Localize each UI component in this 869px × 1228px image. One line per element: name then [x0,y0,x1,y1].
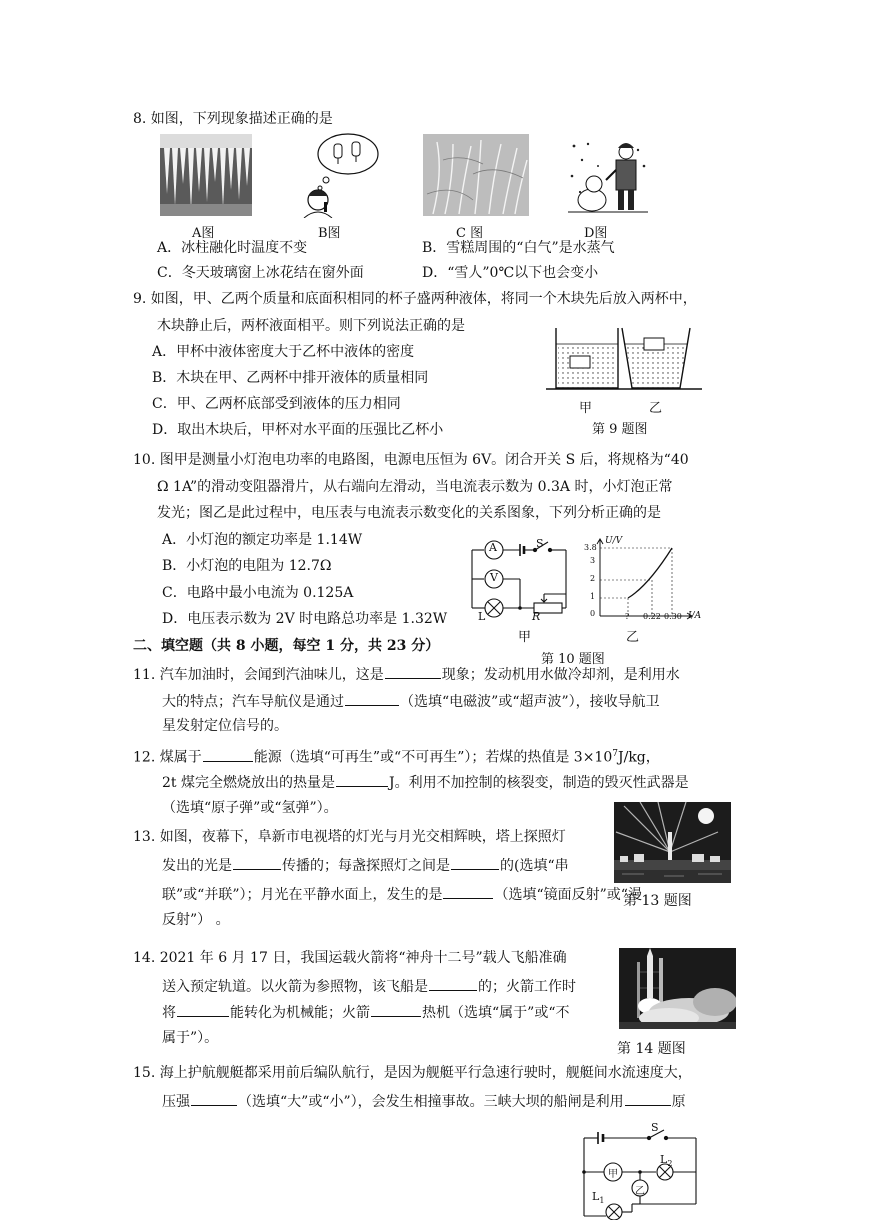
q9-option-a: A．甲杯中液体密度大于乙杯中液体的密度 [152,344,415,360]
q16-meter-yi-label: 乙 [635,1186,645,1197]
q10-ammeter-label: A [489,541,497,554]
q10-stem-line3: 发光；图乙是此过程中，电压表与电流表示数变化的关系图象，下列分析正确的是 [157,505,661,521]
q8-figure-c-frost-flowers [423,134,529,216]
q10-graph-xtick: 0.22 [643,612,661,621]
q9-option-b: B．木块在甲、乙两杯中排开液体的质量相同 [152,370,429,386]
q8-figure-a-icicles [160,134,252,216]
q10-option-d: D．电压表示数为 2V 时电路总功率是 1.32W [162,611,448,627]
q10-graph-caption: 乙 [626,630,640,645]
q8-figure-d-snowman [568,136,648,216]
q11-line2: 大的特点；汽车导航仪是通过 （选填“电磁波”或“超声波”），接收导航卫 [162,691,660,711]
q14-blank-1[interactable] [429,976,477,991]
q10-circuit-caption: 甲 [518,630,532,645]
q13-blank-2[interactable] [451,855,499,870]
q9-label-yi: 乙 [649,401,663,416]
q10-option-b: B．小灯泡的电阻为 12.7Ω [162,558,332,574]
q15-blank-1[interactable] [191,1091,237,1106]
q11-line1: 11. 汽车加油时，会闻到汽油味儿，这是 现象；发动机用水做冷却剂，是利用水 [133,664,680,684]
q10-graph-ytick: 3 [590,556,596,565]
q13-line3: 联”或“并联”）；月光在平静水面上，发生的是 （选填“镜面反射”或“漫 [162,884,642,904]
q16-circuit-diagram [578,1126,702,1220]
q16-switch-label: S [651,1121,659,1134]
q11-blank-2[interactable] [345,691,399,706]
q8-stem: 8. 如图，下列现象描述正确的是 [133,111,333,127]
q13-blank-3[interactable] [443,884,493,899]
q14-blank-3[interactable] [371,1002,421,1017]
q8-option-a: A．冰柱融化时温度不变 [157,240,308,256]
q9-label-jia: 甲 [579,401,593,416]
q14-blank-2[interactable] [177,1002,229,1017]
q8-caption-d: D图 [584,226,608,241]
q10-rheostat-label: R [532,610,541,623]
q15-blank-2[interactable] [625,1091,671,1106]
q12-line2: 2t 煤完全燃烧放出的热量是 J。利用不加控制的核裂变，制造的毁灭性武器是 [162,772,689,792]
q10-graph-ytick: 0 [590,609,596,618]
q8-option-c: C．冬天玻璃窗上冰花结在窗外面 [157,265,364,281]
q14-line3: 将 能转化为机械能；火箭 热机（选填“属于”或“不 [162,1002,569,1022]
q15-line2: 压强 （选填“大”或“小”），会发生相撞事故。三峡大坝的船闸是利用 原 [162,1091,686,1111]
q8-figure-b-boy-popsicle [296,132,380,218]
q10-stem-line2: Ω 1A”的滑动变阻器滑片，从右端向左滑动，当电流表示数为 0.3A 时，小灯泡正常 [157,479,673,495]
q12-line1: 12. 煤属于 能源（选填“可再生”或“不可再生”）；若煤的热值是 $3\times 10^7J/kg$， [133,745,660,767]
q8-caption-b: B图 [318,226,341,241]
q14-figure-caption: 第 14 题图 [617,1041,686,1057]
q10-graph-xlabel: I/A [688,611,702,621]
q9-stem-line2: 木块静止后，两杯液面相平。则下列说法正确的是 [157,318,465,334]
q10-lamp-label: L [478,610,486,623]
q9-stem-line1: 9. 如图，甲、乙两个质量和底面积相同的杯子盛两种液体，将同一个木块先后放入两杯中， [133,291,697,307]
q8-caption-c: C 图 [456,226,484,241]
q16-lamp1-label: $L_1$ [592,1190,605,1206]
q10-graph-ylabel: U/V [605,536,623,546]
q11-line3: 星发射定位信号的。 [162,718,288,734]
q9-option-c: C．甲、乙两杯底部受到液体的压力相同 [152,396,401,412]
q8-option-b: B．雪糕周围的“白气”是水蒸气 [422,240,615,256]
q8-option-d: D．“雪人”0℃以下也会变小 [422,265,599,281]
q14-line4: 属于”）。 [162,1030,219,1046]
q8-caption-a: A图 [192,226,215,241]
q13-line4: 反射”） 。 [162,912,230,928]
q16-meter-jia-label: 甲 [608,1169,618,1180]
q14-figure-rocket-launch [619,948,736,1029]
q14-line2: 送入预定轨道。以火箭为参照物，该飞船是 的；火箭工作时 [162,976,576,996]
q10-graph-xtick: 0.30 [664,612,682,621]
q10-switch-label: S [536,537,544,550]
q10-graph-ytick: 1 [590,592,596,601]
q13-line2: 发出的光是 传播的；每盏探照灯之间是 的(选填“串 [162,855,569,875]
q10-option-a: A．小灯泡的额定功率是 1.14W [162,532,363,548]
q11-blank-1[interactable] [385,664,441,679]
q12-line3: （选填“原子弹”或“氢弹”）。 [162,800,338,816]
section-title: 二、填空题（共 8 小题，每空 1 分，共 23 分） [133,638,440,654]
q10-graph-ytick: 2 [590,574,596,583]
q10-graph-xtick: ? [625,612,630,621]
q9-figure-cups [546,326,702,394]
q12-blank-1[interactable] [203,747,253,762]
q9-option-d: D．取出木块后，甲杯对水平面的压强比乙杯小 [152,422,444,438]
q13-figure-tv-tower-night [614,802,731,883]
q13-line1: 13. 如图，夜幕下，阜新市电视塔的灯光与月光交相辉映，塔上探照灯 [133,829,566,845]
q13-blank-1[interactable] [233,855,281,870]
q14-line1: 14. 2021 年 6 月 17 日，我国运载火箭将“神舟十二号”载人飞船准确 [133,950,567,966]
q10-voltmeter-label: V [490,571,498,584]
q9-figure-caption: 第 9 题图 [592,422,648,437]
q15-line1: 15. 海上护航舰艇都采用前后编队航行，是因为舰艇平行急速行驶时，舰艇间水流速度大， [133,1065,692,1081]
q13-figure-caption: 第 13 题图 [623,893,692,909]
q10-option-c: C．电路中最小电流为 0.125A [162,585,354,601]
q10-stem-line1: 10. 图甲是测量小灯泡电功率的电路图，电源电压恒为 6V。闭合开关 S 后，将规格为“40 [133,452,689,468]
q12-blank-2[interactable] [336,772,388,787]
q16-lamp2-label: $L_2$ [660,1153,673,1169]
q10-figure-caption: 第 10 题图 [541,652,605,667]
q10-graph-ytick: 3.8 [584,543,597,552]
